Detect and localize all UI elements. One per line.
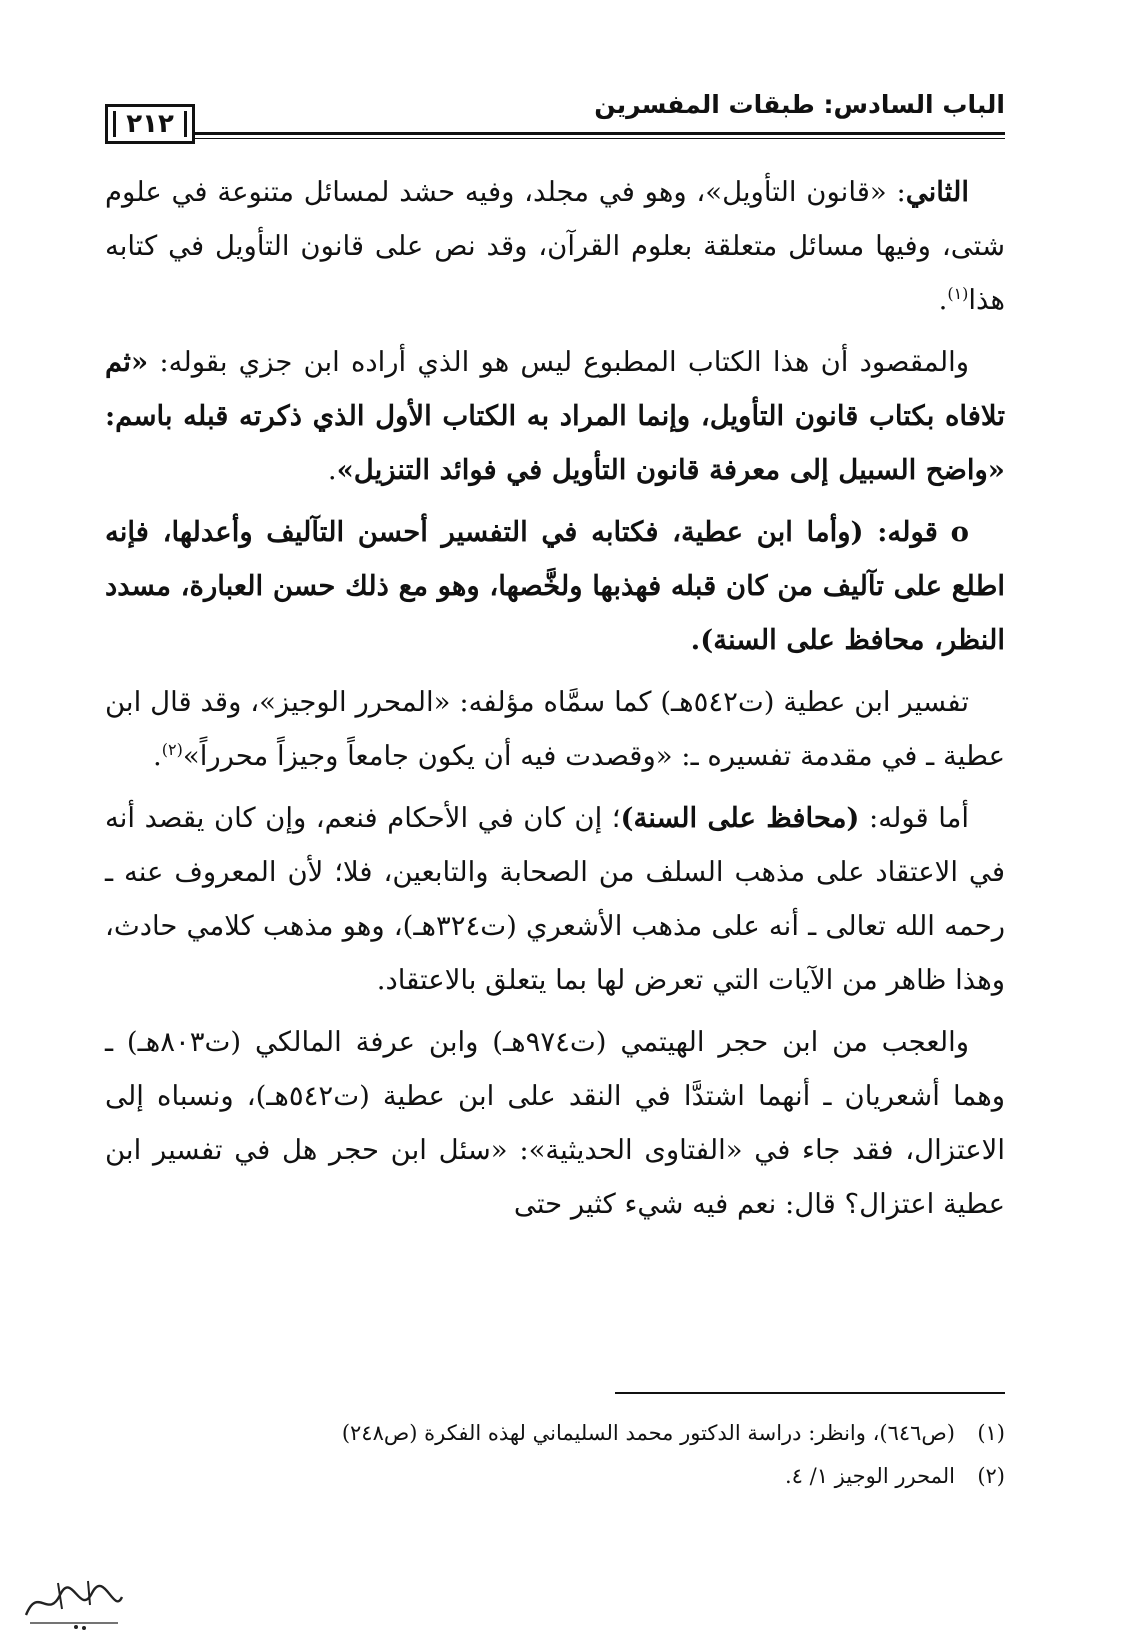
p2-text: والمقصود أن هذا الكتاب المطبوع ليس هو الذي أراده ابن جزي بقوله: <box>148 346 969 378</box>
footnote-ref-1[interactable]: (١) <box>947 283 969 303</box>
library-logo-icon <box>18 1575 128 1635</box>
p4-end: . <box>153 740 162 772</box>
p2-end: . <box>327 454 337 486</box>
header-rule-thick <box>105 132 1005 135</box>
footnote-separator <box>615 1392 1005 1394</box>
p6-text: والعجب من ابن حجر الهيتمي (ت٩٧٤هـ) وابن عرفة المالكي (ت٨٠٣هـ) ـ وهما أشعريان ـ أنهما اشتدَّا في النقد على ابن عطية (ت٥٤٢هـ)، ونسباه إلى الاعتزال، فقد جاء في «الفتاوى الحديثية»: «سئل ابن حجر هل في تفسير ابن عطية اعتزال؟ قال: نعم فيه شيء كثير حتى <box>105 1026 1006 1220</box>
main-text <box>105 165 1005 1239</box>
footnotes <box>150 1412 1005 1498</box>
paragraph-6 <box>105 1015 1005 1231</box>
p2-quote: «ثم تلافاه بكتاب قانون التأويل، وإنما المراد به الكتاب الأول الذي ذكرته قبله باسم: «واضح السبيل إلى معرفة قانون التأويل في فوائد التنزيل» <box>105 346 1005 486</box>
p5-text-b: ؛ إن كان في الأحكام فنعم، وإن كان يقصد أنه في الاعتقاد على مذهب السلف من الصحابة والتابعين، فلا؛ لأن المعروف عنه ـ رحمه الله تعالى ـ أنه على مذهب الأشعري (ت٣٢٤هـ)، وهو مذهب كلامي حادث، وهذا ظاهر من الآيات التي تعرض لها بما يتعلق بالاعتقاد. <box>105 802 1005 996</box>
paragraph-1 <box>105 165 1005 327</box>
page-header <box>105 82 1125 142</box>
page-number: ٢١٢ <box>126 109 174 139</box>
p4-text: تفسير ابن عطية (ت٥٤٢هـ) كما سمَّاه مؤلفه: «المحرر الوجيز»، وقد قال ابن عطية ـ في مقدمة تفسيره ـ: «وقصدت فيه أن يكون جامعاً وجيزاً محرراً» <box>105 686 1005 772</box>
paragraph-marker-icon: o <box>950 516 969 548</box>
footnote-text: المحرر الوجيز ١/ ٤. <box>784 1464 955 1488</box>
footnote-number: (١) <box>977 1421 1005 1445</box>
p5-quote: (محافظ على السنة) <box>620 802 860 834</box>
p5-text-a: أما قوله: <box>859 802 969 834</box>
paragraph-3 <box>105 505 1005 667</box>
footnote-text: (ص٦٤٦)، وانظر: دراسة الدكتور محمد السليماني لهذه الفكرة (ص٢٤٨) <box>341 1421 955 1445</box>
footnote-1 <box>150 1412 1005 1455</box>
header-rule-thin <box>105 138 1005 139</box>
running-title: الباب السادس: طبقات المفسرين <box>594 90 1005 119</box>
p3-quote: قوله: (وأما ابن عطية، فكتابه في التفسير أحسن التآليف وأعدلها، فإنه اطلع على تآليف من كان قبله فهذبها ولخَّصها، وهو مع ذلك حسن العبارة، مسدد النظر، محافظ على السنة) <box>105 516 1005 656</box>
p1-text: : «قانون التأويل»، وهو في مجلد، وفيه حشد لمسائل متنوعة في علوم شتى، وفيها مسائل متعلقة بعلوم القرآن، وقد نص على قانون التأويل في كتابه هذا <box>105 176 1005 316</box>
p3-end: . <box>690 624 701 656</box>
footnote-2 <box>150 1455 1005 1498</box>
paragraph-5 <box>105 791 1005 1007</box>
footnote-ref-2[interactable]: (٢) <box>161 739 183 759</box>
paragraph-4 <box>105 675 1005 783</box>
footnote-number: (٢) <box>977 1464 1005 1488</box>
paragraph-2 <box>105 335 1005 497</box>
p1-lead: الثاني <box>905 176 969 208</box>
p1-end: . <box>938 284 948 316</box>
page-number-frame <box>105 104 195 144</box>
